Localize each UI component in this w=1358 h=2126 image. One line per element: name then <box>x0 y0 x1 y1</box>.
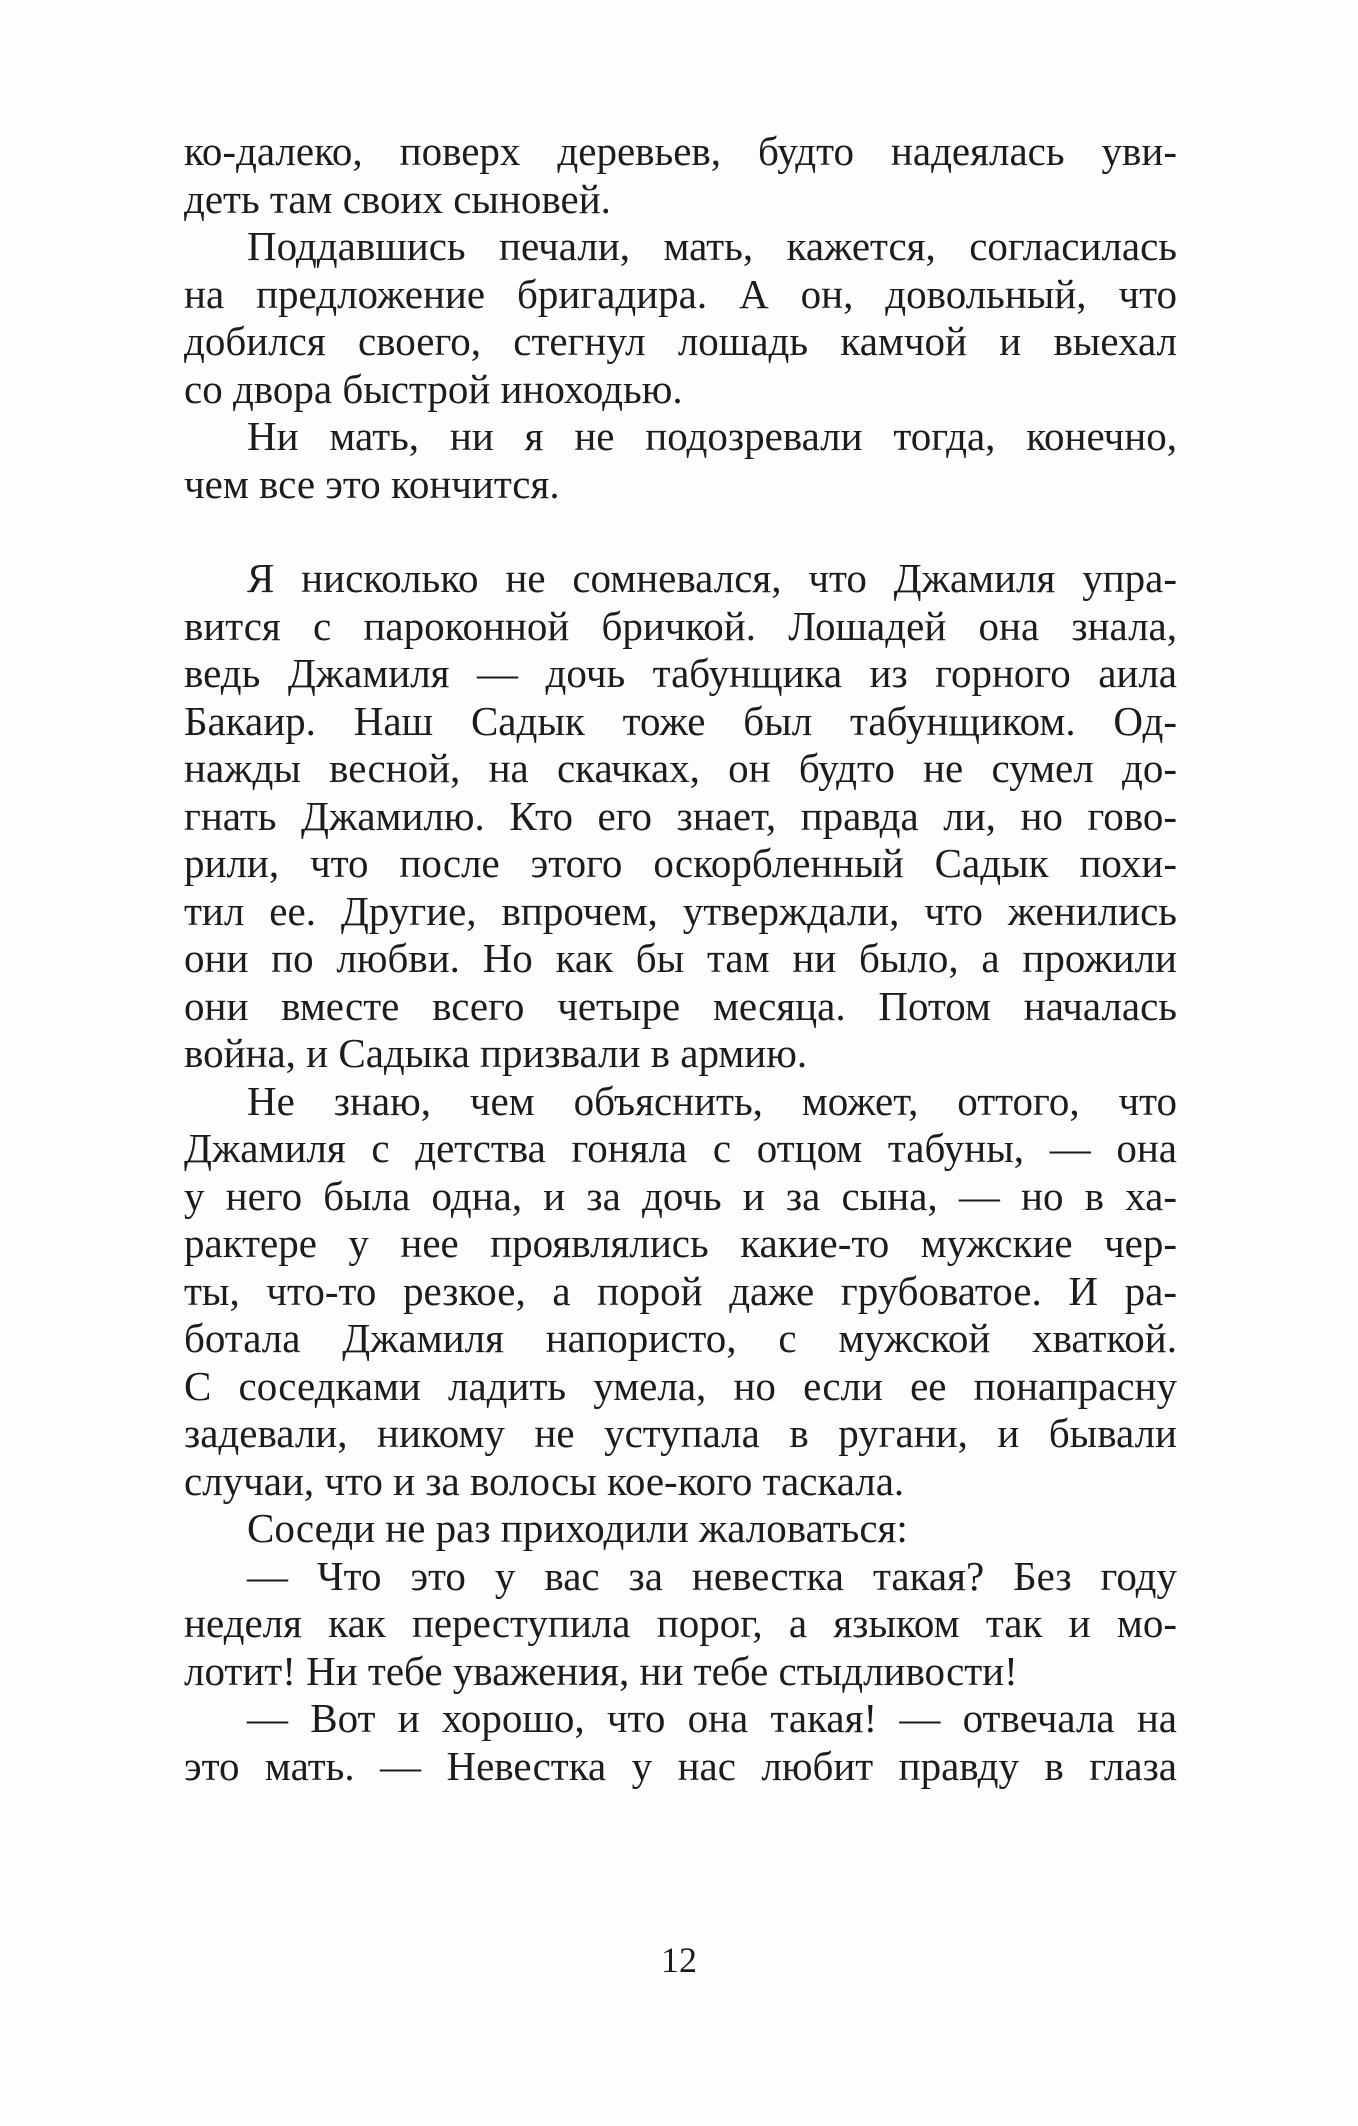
text-line: лотит! Ни тебе уважения, ни тебе стыдливости! <box>184 1647 1018 1694</box>
paragraph <box>184 1553 1177 1696</box>
text-line: война, и Садыка призвали в армию. <box>184 1030 808 1076</box>
text-line: ты, что-то резкое, а порой даже грубоватое. И ра- <box>184 1267 1177 1314</box>
text-line: Поддавшись печали, мать, кажется, согласилась <box>247 223 1177 269</box>
paragraph <box>184 1695 1177 1790</box>
text-line: со двора быстрой иноходью. <box>184 365 683 412</box>
text-line: они вместе всего четыре месяца. Потом началась <box>184 982 1177 1029</box>
paragraph <box>184 128 1177 223</box>
text-line: рили, что после этого оскорбленный Садык похи- <box>184 840 1177 886</box>
paragraph <box>184 1078 1177 1506</box>
text-line: ведь Джамиля — дочь табунщика из горного аила <box>184 650 1177 696</box>
text-line: это мать. — Невестка у нас любит правду в глаза <box>184 1742 1177 1789</box>
text-line: задевали, никому не уступала в ругани, и бывали <box>184 1410 1177 1456</box>
text-line: Бакаир. Наш Садык тоже был табунщиком. Од- <box>184 697 1177 744</box>
text-line: гнать Джамилю. Кто его знает, правда ли, но гово- <box>184 792 1177 839</box>
text-line: Не знаю, чем объяснить, может, оттого, что <box>247 1077 1177 1124</box>
text-line: у него была одна, и за дочь и за сына, — но в ха- <box>184 1172 1177 1219</box>
text-line: ко-далеко, поверх деревьев, будто надеялась уви- <box>184 128 1177 174</box>
text-line: С соседками ладить умела, но если ее понапрасну <box>184 1362 1177 1409</box>
paragraph <box>184 1505 1177 1553</box>
text-line: ботала Джамиля напористо, с мужской хваткой. <box>184 1315 1177 1361</box>
text-line: Я нисколько не сомневался, что Джамиля упра- <box>247 555 1177 601</box>
text-line: нажды весной, на скачках, он будто не сумел до- <box>184 745 1177 791</box>
paragraph <box>184 223 1177 413</box>
text-line: вится с пароконной бричкой. Лошадей она знала, <box>184 602 1177 649</box>
text-line: — Вот и хорошо, что она такая! — отвечала на <box>247 1695 1177 1741</box>
text-line: Ни мать, ни я не подозревали тогда, конечно, <box>247 413 1177 459</box>
text-line: случаи, что и за волосы кое-кого таскала. <box>184 1457 905 1504</box>
section-break <box>184 508 1177 555</box>
text-line: Соседи не раз приходили жаловаться: <box>247 1505 908 1551</box>
text-line: рактере у нее проявлялись какие-то мужские чер- <box>184 1220 1177 1266</box>
paragraph <box>184 555 1177 1078</box>
text-line: деть там своих сыновей. <box>184 175 611 222</box>
text-line: они по любви. Но как бы там ни было, а прожили <box>184 935 1177 981</box>
text-line: неделя как переступила порог, а языком так и мо- <box>184 1600 1177 1646</box>
text-line: Джамиля с детства гоняла с отцом табуны, — она <box>184 1125 1177 1171</box>
text-line: чем все это кончится. <box>184 460 560 507</box>
text-line: добился своего, стегнул лошадь камчой и выехал <box>184 318 1177 364</box>
page-number: 12 <box>661 1940 697 1980</box>
text-line: — Что это у вас за невестка такая? Без году <box>247 1552 1177 1599</box>
text-line: тил ее. Другие, впрочем, утверждали, что женились <box>184 887 1177 934</box>
body-text <box>184 128 1177 1790</box>
text-line: на предложение бригадира. А он, довольный, что <box>184 270 1177 317</box>
paragraph <box>184 413 1177 508</box>
